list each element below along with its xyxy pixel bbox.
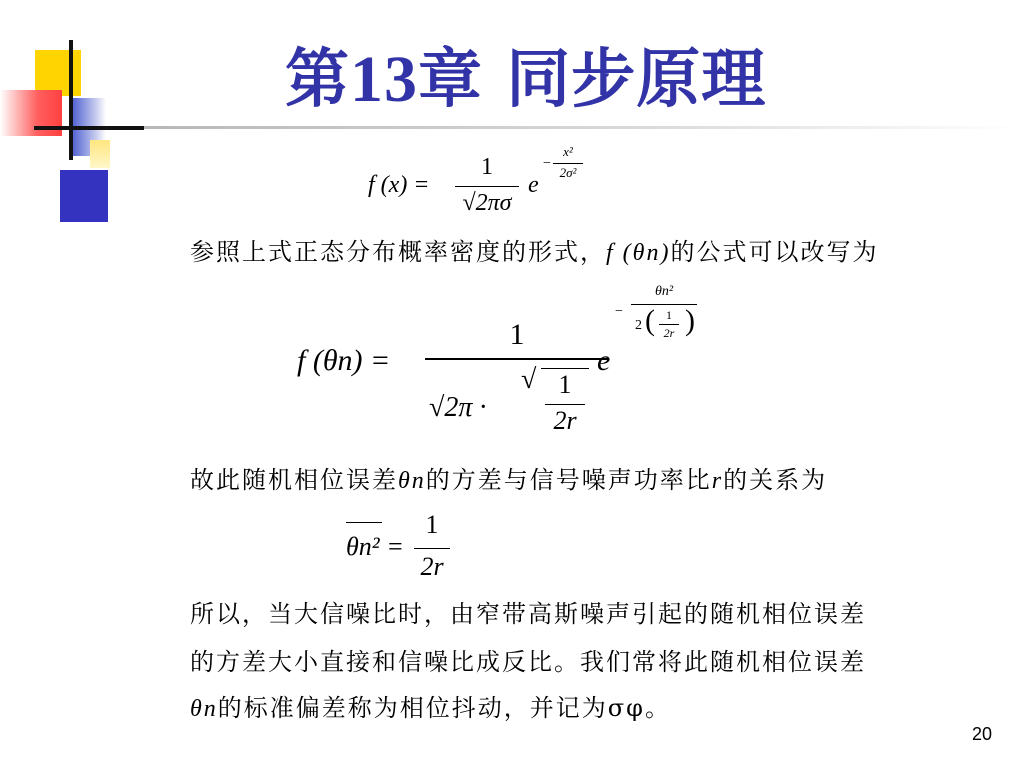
text-line-2: 故此随机相位误差θn的方差与信号噪声功率比r的关系为 (190, 466, 828, 494)
formula-phase-pdf: f (θn) = 1 √2π · √ 1 2r e − θn² 2 ( 1 2r ) (297, 284, 695, 435)
paragraph-line-2: 的方差大小直接和信噪比成反比。我们常将此随机相位误差 (190, 648, 866, 676)
page-number: 20 (971, 724, 992, 744)
text-line-1: 参照上式正态分布概率密度的形式，f (θn)的公式可以改写为 (190, 238, 879, 266)
deco-horizontal-line (34, 126, 144, 130)
deco-vertical-line (69, 40, 73, 160)
paragraph-line-3: θn的标准偏差称为相位抖动，并记为σφ。 (190, 694, 671, 722)
paragraph-line-1: 所以，当大信噪比时，由窄带高斯噪声引起的随机相位误差 (190, 600, 866, 628)
title-underline (34, 126, 1024, 129)
slide-title: 第13章 同步原理 (285, 43, 767, 117)
formula-gaussian-pdf: f (x) = 1 √2πσ e − x² 2σ² (365, 142, 625, 222)
deco-yellow-small-square (90, 140, 110, 168)
deco-blue-square (60, 170, 108, 222)
formula-phase-variance: θn² = 1 2r (342, 510, 472, 590)
